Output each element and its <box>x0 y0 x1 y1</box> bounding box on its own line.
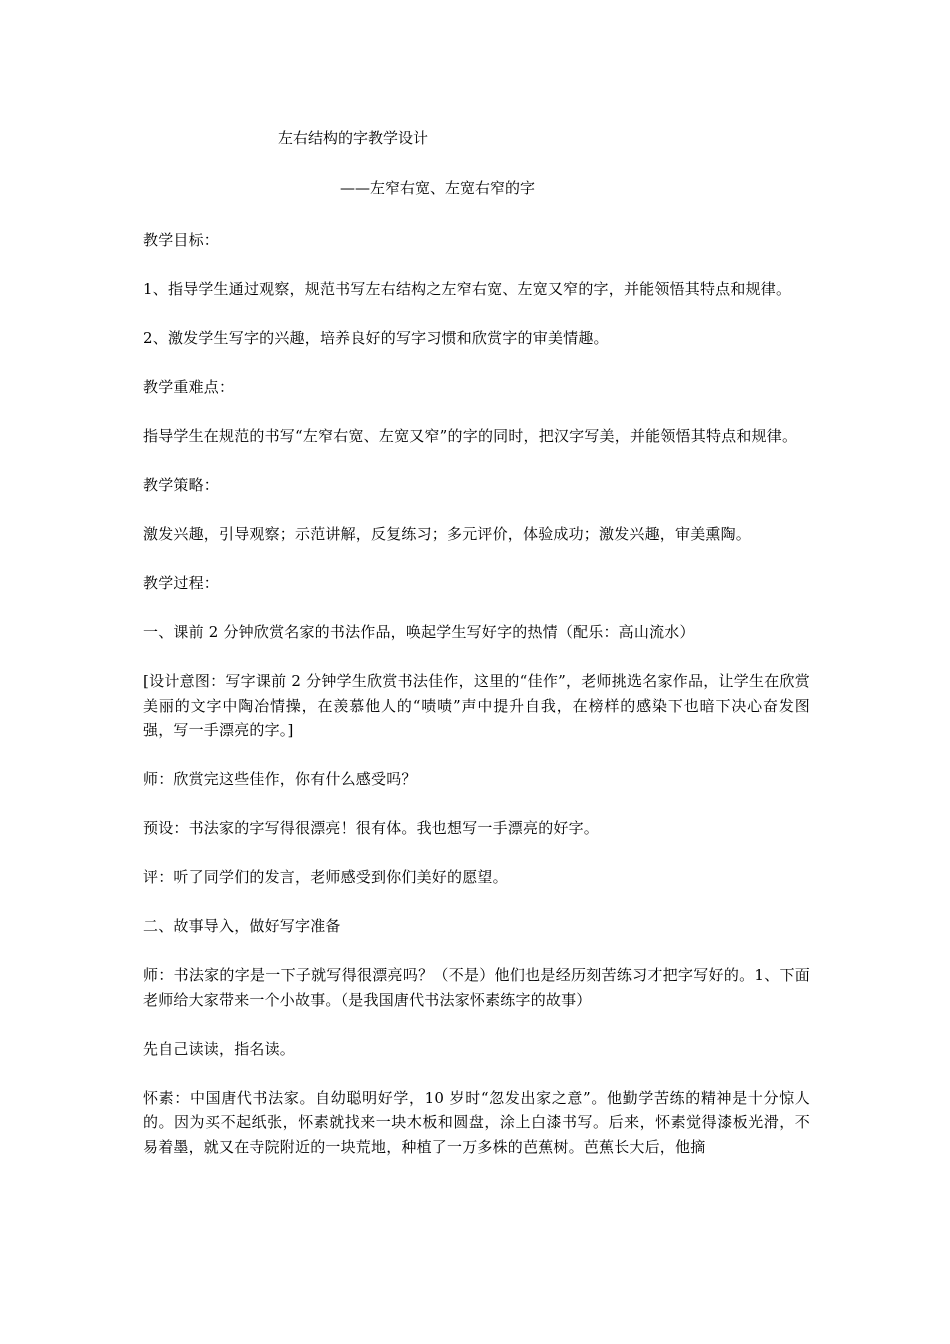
design-intent-note: [设计意图：写字课前 2 分钟学生欣赏书法佳作，这里的“佳作”，老师挑选名家作品，让学生在欣赏美丽的文字中陶冶情操，在羡慕他人的“啧啧”声中提升自我，在榜样的感染下也暗下决心奋发图强，写一手漂亮的字。] <box>143 672 810 739</box>
heading-teaching-goals: 教学目标： <box>143 231 220 249</box>
goal-item-1: 1、指导学生通过观察，规范书写左右结构之左窄右宽、左宽又窄的字，并能领悟其特点和规律。 <box>143 280 792 298</box>
document-title: 左右结构的字教学设计 <box>278 129 429 147</box>
goal-item-2: 2、激发学生写字的兴趣，培养良好的写字习惯和欣赏字的审美情趣。 <box>143 329 609 347</box>
heading-teaching-process: 教学过程： <box>143 574 220 592</box>
reading-instruction: 先自己读读，指名读。 <box>143 1039 296 1058</box>
heading-key-difficulties: 教学重难点： <box>143 378 235 396</box>
process-step-2: 二、故事导入，做好写字准备 <box>143 917 341 935</box>
document-body <box>143 228 810 1184</box>
expected-answer: 预设：书法家的字写得很漂亮！很有体。我也想写一手漂亮的好字。 <box>143 819 600 837</box>
document-subtitle: ——左窄右宽、左宽右窄的字 <box>340 179 536 197</box>
teacher-question: 师：欣赏完这些佳作，你有什么感受吗？ <box>143 770 417 788</box>
heading-teaching-strategy: 教学策略： <box>143 476 220 494</box>
teaching-strategy-text: 激发兴趣，引导观察；示范讲解，反复练习；多元评价，体验成功；激发兴趣，审美熏陶。 <box>143 525 752 543</box>
process-step-1: 一、课前 2 分钟欣赏名家的书法作品，唤起学生写好字的热情（配乐：高山流水） <box>143 623 695 641</box>
teacher-comment: 评：听了同学们的发言，老师感受到你们美好的愿望。 <box>143 868 508 886</box>
story-intro: 师：书法家的字是一下子就写得很漂亮吗？（不是）他们也是经历刻苦练习才把字写好的。1、下面老师给大家带来一个小故事。（是我国唐代书法家怀素练字的故事） <box>143 966 810 1009</box>
key-difficulties-text: 指导学生在规范的书写“左窄右宽、左宽又窄”的字的同时，把汉字写美，并能领悟其特点和规律。 <box>143 427 798 445</box>
huaisu-story: 怀素：中国唐代书法家。自幼聪明好学，10 岁时“忽发出家之意”。他勤学苦练的精神是十分惊人的。因为买不起纸张，怀素就找来一块木板和圆盘，涂上白漆书写。后来，怀素觉得漆板光滑，不易着墨，就又在寺院附近的一块荒地，种植了一万多株的芭蕉树。芭蕉长大后，他摘 <box>143 1088 810 1156</box>
